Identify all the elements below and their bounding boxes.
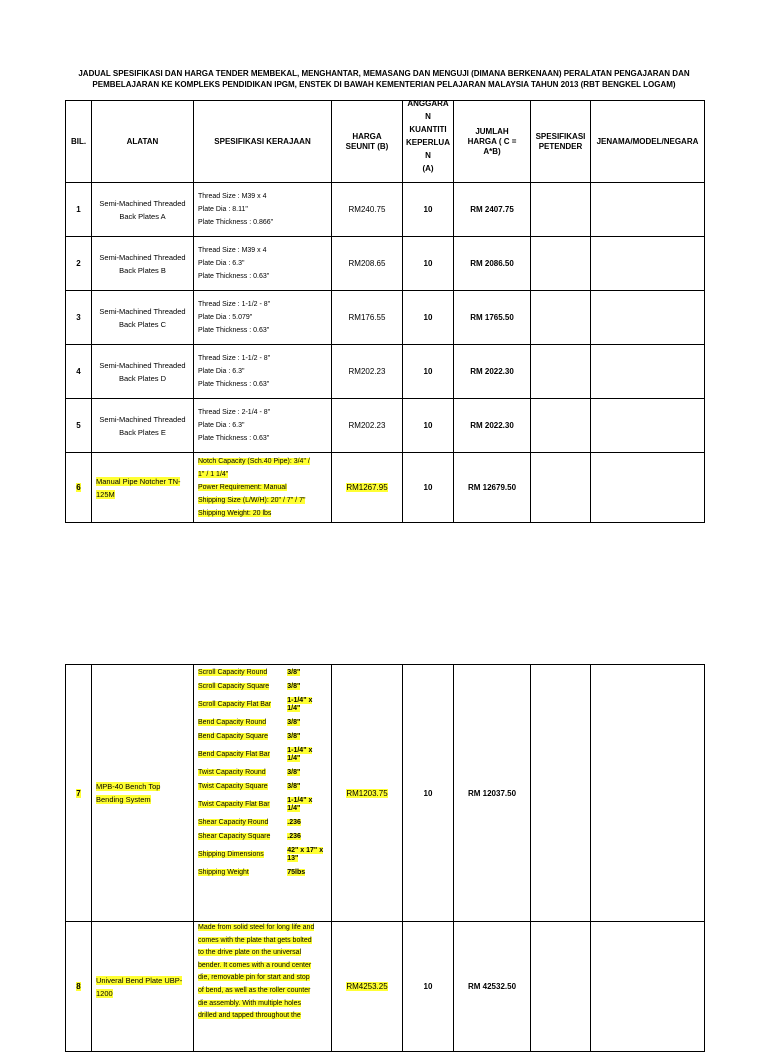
row-spec: Thread Size : 1-1/2 - 8" Plate Dia : 5.079" Plate Thickness : 0.63": [194, 291, 332, 345]
row-jenama: [591, 665, 705, 922]
row-harga: RM202.23: [332, 399, 403, 453]
row-petender: [531, 665, 591, 922]
row-harga: RM1203.75: [332, 665, 403, 922]
table-row: [66, 665, 705, 922]
row-spec: Notch Capacity (Sch.40 Pipe): 3/4" / 1" / 1 1/4" Power Requirement: Manual Shipping Size (L/W/H): 20" / 7" / 7" Shipping Weight: 20 lbs: [194, 453, 332, 523]
row-alatan: Semi-Machined Threaded Back Plates C: [92, 291, 194, 345]
row-qty: 10: [403, 345, 454, 399]
table-row: [66, 183, 705, 237]
row-bil: 4: [66, 345, 92, 399]
table-row: [66, 291, 705, 345]
row-spec: Thread Size : 1-1/2 - 8" Plate Dia : 6.3" Plate Thickness : 0.63": [194, 345, 332, 399]
header-bil: BIL.: [66, 101, 92, 183]
row-alatan: Manual Pipe Notcher TN-125M: [92, 453, 194, 523]
row-spec: Made from solid steel for long life and comes with the plate that gets bolted to the drive plate on the universal bender. It comes with a round center die, removable pin for start and stop of bend, as well as the roller counter die assembly. With multiple holes drilled and tapped throughout the: [194, 922, 332, 1052]
row-jumlah: RM 2086.50: [454, 237, 531, 291]
row-petender: [531, 237, 591, 291]
row-alatan: Semi-Machined Threaded Back Plates D: [92, 345, 194, 399]
table-row: [66, 922, 705, 1052]
row-qty: 10: [403, 183, 454, 237]
header-harga: HARGA SEUNIT (B): [332, 101, 403, 183]
row-qty: 10: [403, 665, 454, 922]
row-harga: RM1267.95: [332, 453, 403, 523]
row-qty: 10: [403, 237, 454, 291]
row-jumlah: RM 2022.30: [454, 399, 531, 453]
row-petender: [531, 183, 591, 237]
header-anggaran: ANGGARA N KUANTITI KEPERLUA N (A): [403, 101, 454, 183]
document-title-line-2: PEMBELAJARAN KE KOMPLEKS PENDIDIKAN IPGM, ENSTEK DI BAWAH KEMENTERIAN PELAJARAN MALAYSIA TAHUN 2013 (RBT BENGKEL LOGAM): [92, 80, 676, 89]
row-spec: Thread Size : M39 x 4 Plate Dia : 8.11" Plate Thickness : 0.866": [194, 183, 332, 237]
row-petender: [531, 345, 591, 399]
row-bil: 3: [66, 291, 92, 345]
row-harga: RM4253.25: [332, 922, 403, 1052]
table-row: [66, 399, 705, 453]
row-petender: [531, 453, 591, 523]
row-jenama: [591, 345, 705, 399]
row-petender: [531, 399, 591, 453]
row-jenama: [591, 399, 705, 453]
row-petender: [531, 922, 591, 1052]
row-harga: RM208.65: [332, 237, 403, 291]
table-row: [66, 453, 705, 523]
row-jumlah: RM 1765.50: [454, 291, 531, 345]
table-row: [66, 345, 705, 399]
header-jumlah: JUMLAH HARGA ( C = A*B): [454, 101, 531, 183]
document-title-line-1: JADUAL SPESIFIKASI DAN HARGA TENDER MEMBEKAL, MENGHANTAR, MEMASANG DAN MENGUJI (DIMANA BERKENAAN) PERALATAN PENGAJARAN DAN: [78, 69, 690, 78]
header-spesifikasi: SPESIFIKASI KERAJAAN: [194, 101, 332, 183]
spec-subtable: Scroll Capacity Round 3/8" Scroll Capacity Square 3/8" Scroll Capacity Flat Bar 1-1/4" x 1/4" Bend Capacity Round 3/8" Bend Capacity Square 3/8" Bend Capacity Flat Bar 1-1/4" x 1/4" Twist Capacity Round 3/8" Twist Capacity Square 3/8" Twist Capacity Flat Bar 1-1/4" x 1/4" Shear Capacity Round .236 Shear Capacity Square .236 Shipping Dimensions 42" x 17" x 13" Shipping Weight 75lbs: [198, 669, 324, 876]
row-alatan: Semi-Machined Threaded Back Plates A: [92, 183, 194, 237]
header-petender: SPESIFIKASI PETENDER: [531, 101, 591, 183]
row-jumlah: RM 2022.30: [454, 345, 531, 399]
row-harga: RM202.23: [332, 345, 403, 399]
row-bil: 1: [66, 183, 92, 237]
row-jenama: [591, 922, 705, 1052]
row-jenama: [591, 237, 705, 291]
header-alatan: ALATAN: [92, 101, 194, 183]
row-spec: Thread Size : M39 x 4 Plate Dia : 6.3" Plate Thickness : 0.63": [194, 237, 332, 291]
spec-price-table-continued: [65, 664, 705, 1052]
row-jenama: [591, 453, 705, 523]
row-spec: Thread Size : 2-1/4 - 8" Plate Dia : 6.3" Plate Thickness : 0.63": [194, 399, 332, 453]
row-alatan: MPB-40 Bench Top Bending System: [92, 665, 194, 922]
row-qty: 10: [403, 922, 454, 1052]
row-jenama: [591, 183, 705, 237]
row-bil: 2: [66, 237, 92, 291]
row-alatan: Semi-Machined Threaded Back Plates E: [92, 399, 194, 453]
row-qty: 10: [403, 399, 454, 453]
row-qty: 10: [403, 291, 454, 345]
row-jumlah: RM 12037.50: [454, 665, 531, 922]
row-bil: 8: [66, 922, 92, 1052]
row-alatan: Univeral Bend Plate UBP-1200: [92, 922, 194, 1052]
row-alatan: Semi-Machined Threaded Back Plates B: [92, 237, 194, 291]
header-jenama: JENAMA/MODEL/NEGARA: [591, 101, 705, 183]
row-spec: [194, 665, 332, 922]
table-row: [66, 237, 705, 291]
row-bil: 5: [66, 399, 92, 453]
row-jumlah: RM 2407.75: [454, 183, 531, 237]
row-bil: 6: [66, 453, 92, 523]
row-jumlah: RM 12679.50: [454, 453, 531, 523]
spec-price-table: [65, 100, 705, 523]
row-harga: RM240.75: [332, 183, 403, 237]
row-petender: [531, 291, 591, 345]
row-jumlah: RM 42532.50: [454, 922, 531, 1052]
row-qty: 10: [403, 453, 454, 523]
row-harga: RM176.55: [332, 291, 403, 345]
row-jenama: [591, 291, 705, 345]
row-bil: 7: [66, 665, 92, 922]
table-header-row: [66, 101, 705, 183]
